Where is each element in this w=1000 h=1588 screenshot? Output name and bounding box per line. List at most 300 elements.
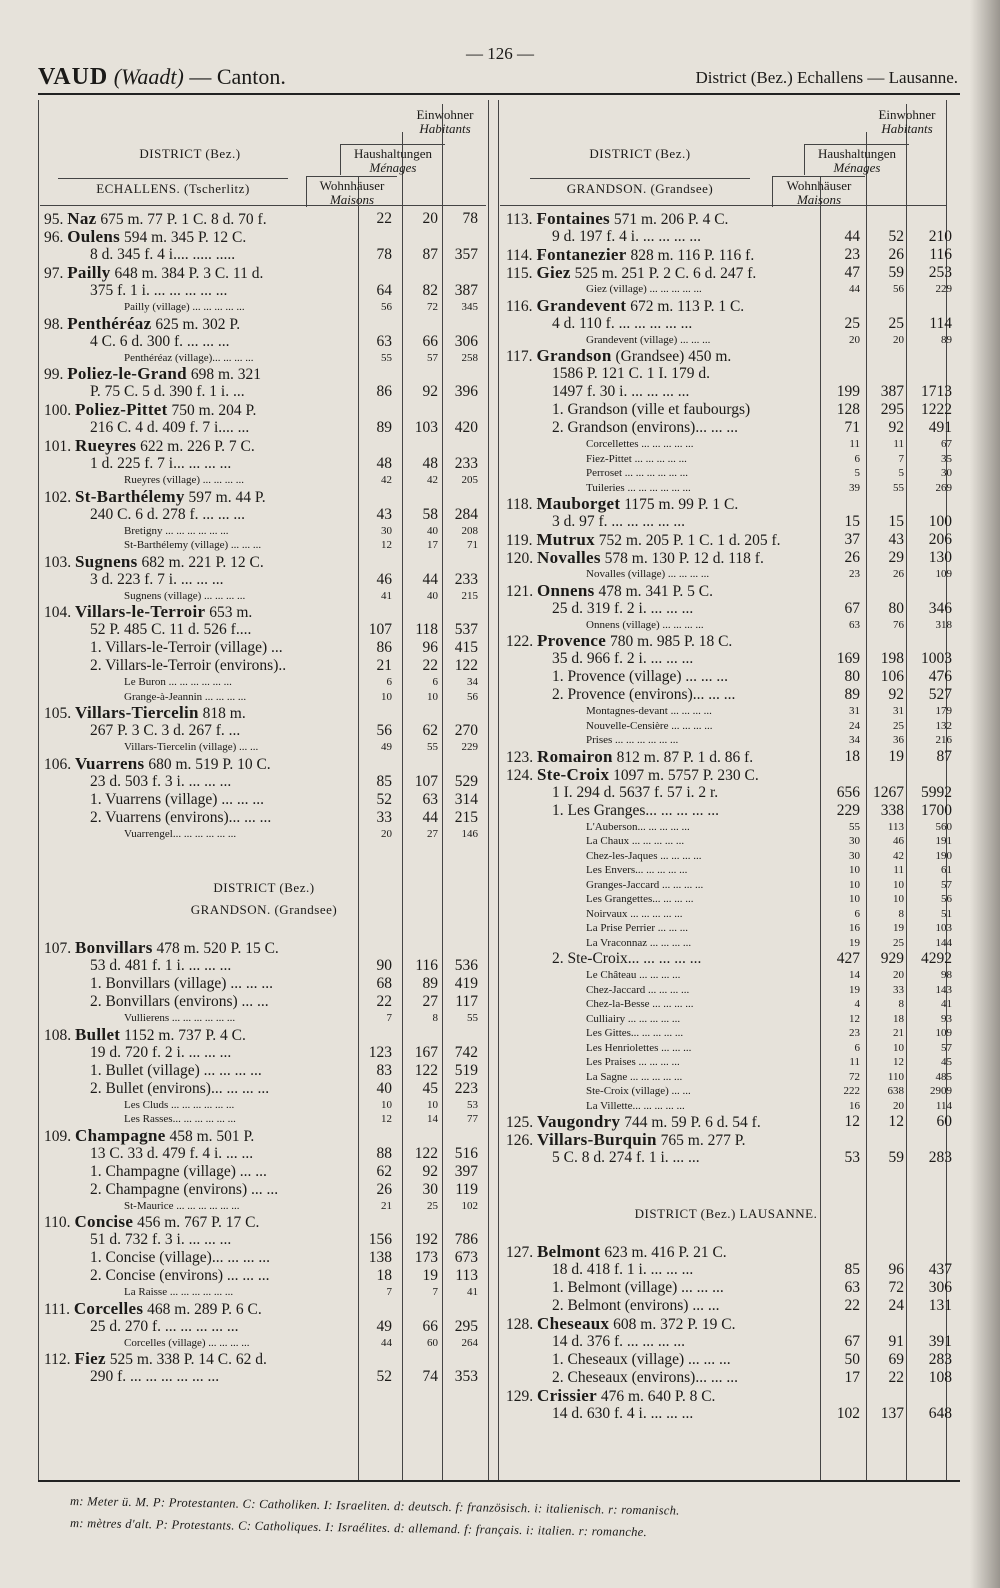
commune-row (44, 1300, 484, 1318)
wohnhaeuser-value: 22 (376, 210, 392, 227)
table-row (506, 513, 952, 531)
wohnhaeuser-value: 52 (376, 790, 392, 808)
row-label: 126. Villars-Burquin 765 m. 277 P. (506, 1130, 746, 1149)
row-label: 25 d. 270 f. ... ... ... ... ... (90, 1317, 239, 1335)
canton-german: (Waadt) (113, 64, 184, 89)
table-row (44, 1080, 484, 1098)
einwohner-value: 437 (928, 1261, 952, 1278)
wohnhaeuser-value: 229 (836, 801, 860, 819)
haushaltungen-value: 25 (893, 719, 904, 732)
wohnhaeuser-value: 26 (844, 549, 860, 566)
einwohner-value: 102 (461, 1199, 478, 1212)
wohnhaeuser-value: 39 (849, 481, 860, 494)
einwohner-value: 205 (461, 474, 478, 486)
haushaltungen-value: 44 (422, 808, 438, 826)
row-label: 124. Ste-Croix 1097 m. 5757 P. 230 C. (506, 764, 759, 784)
header-haushaltungen: Haushaltungen (354, 146, 432, 161)
hamlet-row (506, 437, 952, 452)
row-label: 2. Ste-Croix... ... ... ... ... (552, 950, 702, 967)
row-label: Penthéréaz (village)... ... ... ... (124, 351, 254, 364)
table-row (44, 1368, 484, 1386)
row-label: 1. Belmont (village) ... ... ... (552, 1279, 724, 1296)
wohnhaeuser-value: 33 (376, 808, 392, 826)
table-row (44, 1231, 484, 1249)
einwohner-value: 144 (935, 936, 952, 949)
table-row (44, 1044, 484, 1062)
wohnhaeuser-value: 63 (844, 1279, 860, 1296)
commune-row (44, 1127, 484, 1145)
haushaltungen-value: 387 (880, 383, 904, 400)
commune-row (506, 297, 946, 315)
row-label: 121. Onnens 478 m. 341 P. 5 C. (506, 580, 713, 600)
row-label: 3 d. 97 f. ... ... ... ... ... (552, 513, 686, 530)
wohnhaeuser-value: 26 (376, 1180, 392, 1198)
table-row (44, 1163, 484, 1181)
haushaltungen-value: 33 (893, 983, 904, 996)
row-label: Prises ... ... ... ... ... ... (586, 734, 679, 746)
wohnhaeuser-value: 10 (381, 690, 392, 703)
haushaltungen-value: 40 (427, 589, 438, 602)
haushaltungen-value: 12 (893, 1056, 904, 1068)
wohnhaeuser-value: 4 (854, 998, 860, 1010)
right-header-rule (500, 205, 946, 206)
row-label: Corcellettes ... ... ... ... ... (586, 438, 694, 450)
table-row (44, 282, 484, 300)
wohnhaeuser-value: 80 (844, 668, 860, 685)
hamlet-row (506, 997, 952, 1012)
haushaltungen-value: 59 (888, 264, 904, 281)
einwohner-value: 210 (928, 228, 952, 245)
hamlet-row (506, 968, 952, 983)
haushaltungen-value: 113 (887, 820, 904, 833)
row-label: 290 f. ... ... ... ... ... ... (90, 1368, 220, 1385)
table-row (506, 314, 952, 333)
haushaltungen-value: 14 (427, 1113, 438, 1125)
einwohner-value: 56 (941, 893, 952, 905)
einwohner-value: 55 (467, 1012, 478, 1024)
wohnhaeuser-value: 24 (849, 719, 860, 732)
hamlet-row (506, 466, 952, 481)
haushaltungen-value: 92 (422, 383, 438, 400)
row-label: 115. Giez 525 m. 251 P. 2 C. 6 d. 247 f. (506, 263, 757, 282)
einwohner-value: 132 (935, 719, 952, 732)
haushaltungen-value: 69 (888, 1351, 904, 1368)
row-label: 114. Fontanezier 828 m. 116 P. 116 f. (506, 245, 755, 264)
row-label: 23 d. 503 f. 3 i. ... ... ... (90, 772, 232, 790)
row-label: 2. Bonvillars (environs) ... ... (90, 993, 269, 1010)
wohnhaeuser-value: 30 (849, 849, 860, 862)
haushaltungen-value: 19 (888, 747, 904, 765)
einwohner-value: 269 (935, 481, 952, 494)
row-label: 51 d. 732 f. 3 i. ... ... ... (90, 1231, 232, 1248)
row-label: 97. Pailly 648 m. 384 P. 3 C. 11 d. (44, 263, 264, 282)
table-row (44, 791, 484, 809)
haushaltungen-value: 1267 (873, 783, 904, 801)
row-label: Onnens (village) ... ... ... ... (586, 618, 704, 631)
einwohner-value: 5992 (921, 783, 952, 801)
wohnhaeuser-value: 50 (844, 1351, 860, 1368)
row-label: 13 C. 33 d. 479 f. 4 i. ... ... (90, 1144, 254, 1162)
haushaltungen-value: 62 (422, 722, 438, 739)
canton-name: VAUD (38, 64, 109, 90)
haushaltungen-value: 122 (414, 1061, 438, 1079)
hamlet-row (506, 1041, 952, 1056)
commune-row (506, 495, 946, 513)
hamlet-row (44, 1098, 484, 1113)
einwohner-value: 253 (928, 264, 952, 281)
wohnhaeuser-value: 427 (836, 950, 860, 967)
einwohner-value: 314 (454, 790, 478, 808)
wohnhaeuser-value: 44 (844, 228, 860, 245)
einwohner-value: 270 (454, 722, 478, 739)
wohnhaeuser-value: 25 (844, 314, 860, 332)
hamlet-row (506, 834, 952, 849)
hamlet-row (506, 863, 952, 878)
wohnhaeuser-value: 10 (381, 1098, 392, 1111)
haushaltungen-value: 58 (422, 505, 438, 523)
einwohner-value: 519 (454, 1061, 478, 1079)
commune-row (506, 1243, 946, 1261)
haushaltungen-value: 80 (888, 599, 904, 617)
einwohner-value: 258 (461, 351, 478, 364)
haushaltungen-value: 20 (893, 333, 904, 346)
row-label: 110. Concise 456 m. 767 P. 17 C. (44, 1212, 260, 1231)
table-row (44, 657, 484, 675)
wohnhaeuser-value: 10 (849, 864, 860, 876)
wohnhaeuser-value: 30 (381, 524, 392, 537)
row-label: Villars-Tiercelin (village) ... ... (124, 741, 259, 753)
row-label: 101. Rueyres 622 m. 226 P. 7 C. (44, 436, 255, 455)
row-label: 122. Provence 780 m. 985 P. 18 C. (506, 631, 733, 650)
row-label: 267 P. 3 C. 3 d. 267 f. ... (90, 722, 241, 739)
row-label: 19 d. 720 f. 2 i. ... ... ... (90, 1043, 232, 1061)
row-label: Les Envers... ... ... ... ... (586, 864, 688, 876)
commune-row (506, 746, 952, 766)
commune-row (44, 228, 484, 246)
haushaltungen-value: 11 (893, 864, 904, 876)
row-label: 25 d. 319 f. 2 i. ... ... ... (552, 599, 694, 617)
hamlet-row (506, 733, 952, 748)
haushaltungen-value: 20 (893, 969, 904, 981)
row-label: 375 f. 1 i. ... ... ... ... ... (90, 282, 228, 299)
row-label: Grange-à-Jeannin ... ... ... ... (124, 690, 247, 703)
district-subheading: DISTRICT (Bez.) LAUSANNE. (634, 1206, 818, 1221)
wohnhaeuser-value: 107 (368, 621, 392, 638)
wohnhaeuser-value: 85 (844, 1261, 860, 1278)
wohnhaeuser-value: 31 (849, 705, 860, 717)
einwohner-value: 476 (928, 668, 952, 685)
wohnhaeuser-value: 37 (844, 531, 860, 548)
einwohner-value: 1700 (921, 801, 952, 819)
haushaltungen-value: 66 (422, 332, 438, 350)
header-maisons: Maisons (796, 192, 842, 207)
haushaltungen-value: 26 (888, 246, 904, 263)
hamlet-row (506, 878, 952, 893)
row-label: Les Gittes... ... ... ... ... (586, 1027, 684, 1039)
haushaltungen-value: 10 (893, 878, 904, 891)
row-label: 1. Grandson (ville et faubourgs) (552, 401, 751, 418)
haushaltungen-value: 42 (893, 849, 904, 862)
haushaltungen-value: 338 (880, 801, 904, 819)
haushaltungen-value: 12 (888, 1113, 904, 1130)
header-habitants: Habitants (419, 121, 471, 136)
einwohner-value: 397 (454, 1162, 478, 1180)
row-label: 117. Grandson (Grandsee) 450 m. (506, 346, 732, 365)
hamlet-row (506, 936, 952, 951)
haushaltungen-value: 22 (888, 1369, 904, 1386)
commune-row (506, 1131, 946, 1149)
haushaltungen-value: 25 (893, 936, 904, 949)
haushaltungen-value: 57 (427, 351, 438, 364)
einwohner-value: 229 (461, 741, 478, 753)
table-row (44, 773, 484, 791)
einwohner-value: 41 (467, 1286, 478, 1298)
wohnhaeuser-value: 7 (386, 1012, 392, 1024)
commune-row (506, 766, 946, 784)
hamlet-row (506, 849, 952, 864)
wohnhaeuser-value: 7 (386, 1286, 392, 1298)
einwohner-value: 229 (935, 283, 952, 295)
wohnhaeuser-value: 12 (849, 1012, 860, 1025)
header-wohnhaeuser: Wohnhäuser (786, 178, 852, 193)
row-label: Chez-les-Jaques ... ... ... ... (586, 849, 702, 862)
right-district-label: DISTRICT (Bez.) (589, 146, 691, 161)
row-label: Le Buron ... ... ... ... ... ... (124, 676, 232, 688)
page-number: — 126 — (466, 44, 534, 63)
row-label: 1. Les Granges... ... ... ... ... (552, 801, 720, 819)
spacer (506, 1225, 946, 1243)
table-row (44, 975, 484, 993)
einwohner-value: 119 (455, 1180, 478, 1198)
haushaltungen-value: 52 (888, 228, 904, 245)
einwohner-value: 89 (941, 333, 952, 346)
einwohner-value: 537 (454, 621, 478, 638)
haushaltungen-value: 8 (898, 907, 904, 920)
table-row (506, 1261, 952, 1279)
table-row (506, 1351, 952, 1369)
spacer (506, 1185, 946, 1203)
table-row (506, 228, 952, 246)
wohnhaeuser-value: 17 (844, 1369, 860, 1386)
wohnhaeuser-value: 102 (836, 1405, 860, 1422)
einwohner-value: 233 (454, 455, 478, 472)
commune-row (44, 210, 484, 228)
row-label: Les Rasses... ... ... ... ... ... (124, 1113, 236, 1125)
row-label: 96. Oulens 594 m. 345 P. 12 C. (44, 227, 247, 246)
einwohner-value: 283 (928, 1149, 952, 1166)
wohnhaeuser-value: 89 (376, 419, 392, 436)
wohnhaeuser-value: 23 (844, 246, 860, 263)
hamlet-row (44, 740, 484, 755)
row-label: 18 d. 418 f. 1 i. ... ... ... (552, 1261, 694, 1278)
hamlet-row (506, 892, 952, 907)
right-header-einwohner (868, 108, 946, 136)
table-row (44, 419, 484, 437)
einwohner-value: 264 (461, 1336, 478, 1349)
hamlet-row (44, 1285, 484, 1300)
einwohner-value: 206 (928, 531, 952, 548)
hamlet-row (506, 1026, 952, 1041)
table-row (44, 1062, 484, 1080)
einwohner-value: 30 (941, 467, 952, 479)
wohnhaeuser-value: 67 (844, 1333, 860, 1350)
district-header: District (Bez.) Echallens — Lausanne. (695, 68, 958, 87)
table-row (44, 1318, 484, 1336)
row-label: 2. Concise (environs) ... ... ... (90, 1267, 270, 1284)
row-label: 1. Bonvillars (village) ... ... ... (90, 975, 273, 992)
row-label: 53 d. 481 f. 1 i. ... ... ... (90, 957, 232, 974)
hamlet-row (506, 1070, 952, 1085)
haushaltungen-value: 63 (422, 790, 438, 808)
haushaltungen-value: 30 (422, 1180, 438, 1198)
table-row (506, 1369, 952, 1387)
wohnhaeuser-value: 23 (849, 568, 860, 580)
einwohner-value: 78 (462, 210, 478, 227)
haushaltungen-value: 10 (893, 1041, 904, 1054)
wohnhaeuser-value: 16 (849, 922, 860, 934)
haushaltungen-value: 167 (414, 1043, 438, 1061)
wohnhaeuser-value: 656 (836, 783, 860, 801)
wohnhaeuser-value: 222 (843, 1085, 860, 1097)
commune-row (44, 704, 484, 722)
table-row (44, 246, 484, 264)
right-header-haushaltungen (804, 144, 909, 175)
row-label: St-Barthélemy (village) ... ... ... (124, 539, 262, 551)
hamlet-row (44, 351, 484, 366)
wohnhaeuser-value: 43 (376, 505, 392, 523)
einwohner-value: 345 (461, 301, 478, 313)
haushaltungen-value: 40 (427, 524, 438, 537)
table-row (506, 650, 952, 668)
row-label: Perroset ... ... ... ... ... ... (586, 467, 689, 479)
commune-row (44, 553, 484, 571)
row-label: Fiez-Pittet ... ... ... ... ... (586, 452, 687, 465)
commune-row (44, 1350, 484, 1368)
einwohner-value: 529 (454, 772, 478, 790)
row-label: Bretigny ... ... ... ... ... ... (124, 524, 229, 537)
table-row (506, 783, 952, 802)
einwohner-value: 357 (454, 246, 478, 263)
einwohner-value: 1713 (921, 383, 952, 400)
row-label: Noirvaux ... ... ... ... ... (586, 907, 683, 920)
haushaltungen-value: 118 (415, 621, 438, 638)
row-label: 105. Villars-Tiercelin 818 m. (44, 703, 246, 722)
row-label: 98. Penthéréaz 625 m. 302 P. (44, 313, 241, 333)
haushaltungen-value: 107 (414, 772, 438, 790)
row-label: 108. Bullet 1152 m. 737 P. 4 C. (44, 1024, 246, 1044)
wohnhaeuser-value: 10 (849, 893, 860, 905)
commune-row (506, 210, 946, 228)
row-label: 1. Vuarrens (village) ... ... ... (90, 790, 264, 808)
wohnhaeuser-value: 156 (368, 1231, 392, 1248)
haushaltungen-value: 8 (432, 1012, 438, 1024)
commune-row (506, 582, 946, 600)
haushaltungen-value: 10 (893, 893, 904, 905)
einwohner-value: 117 (455, 993, 478, 1010)
row-label: 4 d. 110 f. ... ... ... ... ... (552, 314, 693, 332)
hamlet-row (44, 589, 484, 604)
row-label: 100. Poliez-Pittet 750 m. 204 P. (44, 400, 257, 419)
row-label: Les Cluds ... ... ... ... ... ... (124, 1098, 235, 1111)
wohnhaeuser-value: 86 (376, 383, 392, 400)
table-row (44, 1145, 484, 1163)
header-habitants: Habitants (881, 121, 933, 136)
hamlet-row (44, 524, 484, 539)
wohnhaeuser-value: 20 (381, 827, 392, 840)
table-row (506, 686, 952, 704)
hamlet-row (506, 907, 952, 922)
commune-row (44, 603, 484, 621)
row-label: 106. Vuarrens 680 m. 519 P. 10 C. (44, 753, 271, 773)
row-label: Culliairy ... ... ... ... ... (586, 1012, 681, 1025)
haushaltungen-value: 295 (880, 401, 904, 418)
row-label: 1. Cheseaux (village) ... ... ... (552, 1351, 731, 1368)
table-row (506, 801, 952, 820)
commune-row (506, 530, 952, 549)
haushaltungen-value: 11 (893, 438, 904, 450)
einwohner-value: 485 (935, 1070, 952, 1083)
einwohner-value: 98 (941, 969, 952, 981)
haushaltungen-value: 92 (422, 1162, 438, 1180)
einwohner-value: 122 (454, 657, 478, 674)
row-label: 2. Champagne (environs) ... ... (90, 1180, 279, 1198)
haushaltungen-value: 27 (422, 993, 438, 1010)
einwohner-value: 100 (928, 513, 952, 530)
haushaltungen-value: 20 (893, 1099, 904, 1112)
einwohner-value: 306 (454, 332, 478, 350)
row-label: 2. Bullet (environs)... ... ... ... (90, 1079, 270, 1097)
einwohner-value: 113 (455, 1267, 478, 1284)
wohnhaeuser-value: 83 (376, 1061, 392, 1079)
haushaltungen-value: 8 (898, 998, 904, 1010)
haushaltungen-value: 92 (888, 419, 904, 436)
wohnhaeuser-value: 55 (849, 820, 860, 833)
einwohner-value: 536 (454, 957, 478, 974)
einwohner-value: 131 (928, 1297, 952, 1314)
hamlet-row (506, 921, 952, 936)
row-label: 1 I. 294 d. 5637 f. 57 i. 2 r. (552, 783, 719, 801)
row-label: 129. Crissier 476 m. 640 P. 8 C. (506, 1386, 716, 1405)
haushaltungen-value: 192 (414, 1231, 438, 1248)
row-label: Granges-Jaccard ... ... ... ... (586, 878, 704, 891)
wohnhaeuser-value: 55 (381, 351, 392, 364)
wohnhaeuser-value: 19 (849, 983, 860, 996)
einwohner-value: 491 (928, 419, 952, 436)
einwohner-value: 295 (454, 1317, 478, 1335)
einwohner-value: 114 (929, 314, 952, 332)
einwohner-value: 284 (454, 505, 478, 523)
haushaltungen-value: 27 (427, 827, 438, 840)
row-label: La Chaux ... ... ... ... ... (586, 835, 685, 847)
haushaltungen-value: 74 (422, 1368, 438, 1385)
hamlet-row (44, 473, 484, 488)
table-row (44, 333, 484, 351)
haushaltungen-value: 116 (415, 957, 438, 974)
row-label: 35 d. 966 f. 2 i. ... ... ... (552, 650, 694, 667)
haushaltungen-value: 56 (893, 283, 904, 295)
einwohner-value: 742 (454, 1043, 478, 1061)
hamlet-row (44, 1112, 484, 1127)
row-label: 119. Mutrux 752 m. 205 P. 1 C. 1 d. 205 f. (506, 530, 781, 549)
row-label: Corcelles (village) ... ... ... ... (124, 1336, 250, 1349)
haushaltungen-value: 31 (893, 705, 904, 717)
einwohner-value: 109 (935, 1027, 952, 1039)
left-header-wohnhaeuser (306, 176, 397, 207)
wohnhaeuser-value: 56 (376, 722, 392, 739)
hamlet-row (506, 282, 952, 297)
einwohner-value: 786 (454, 1231, 478, 1248)
haushaltungen-value: 137 (880, 1405, 904, 1422)
